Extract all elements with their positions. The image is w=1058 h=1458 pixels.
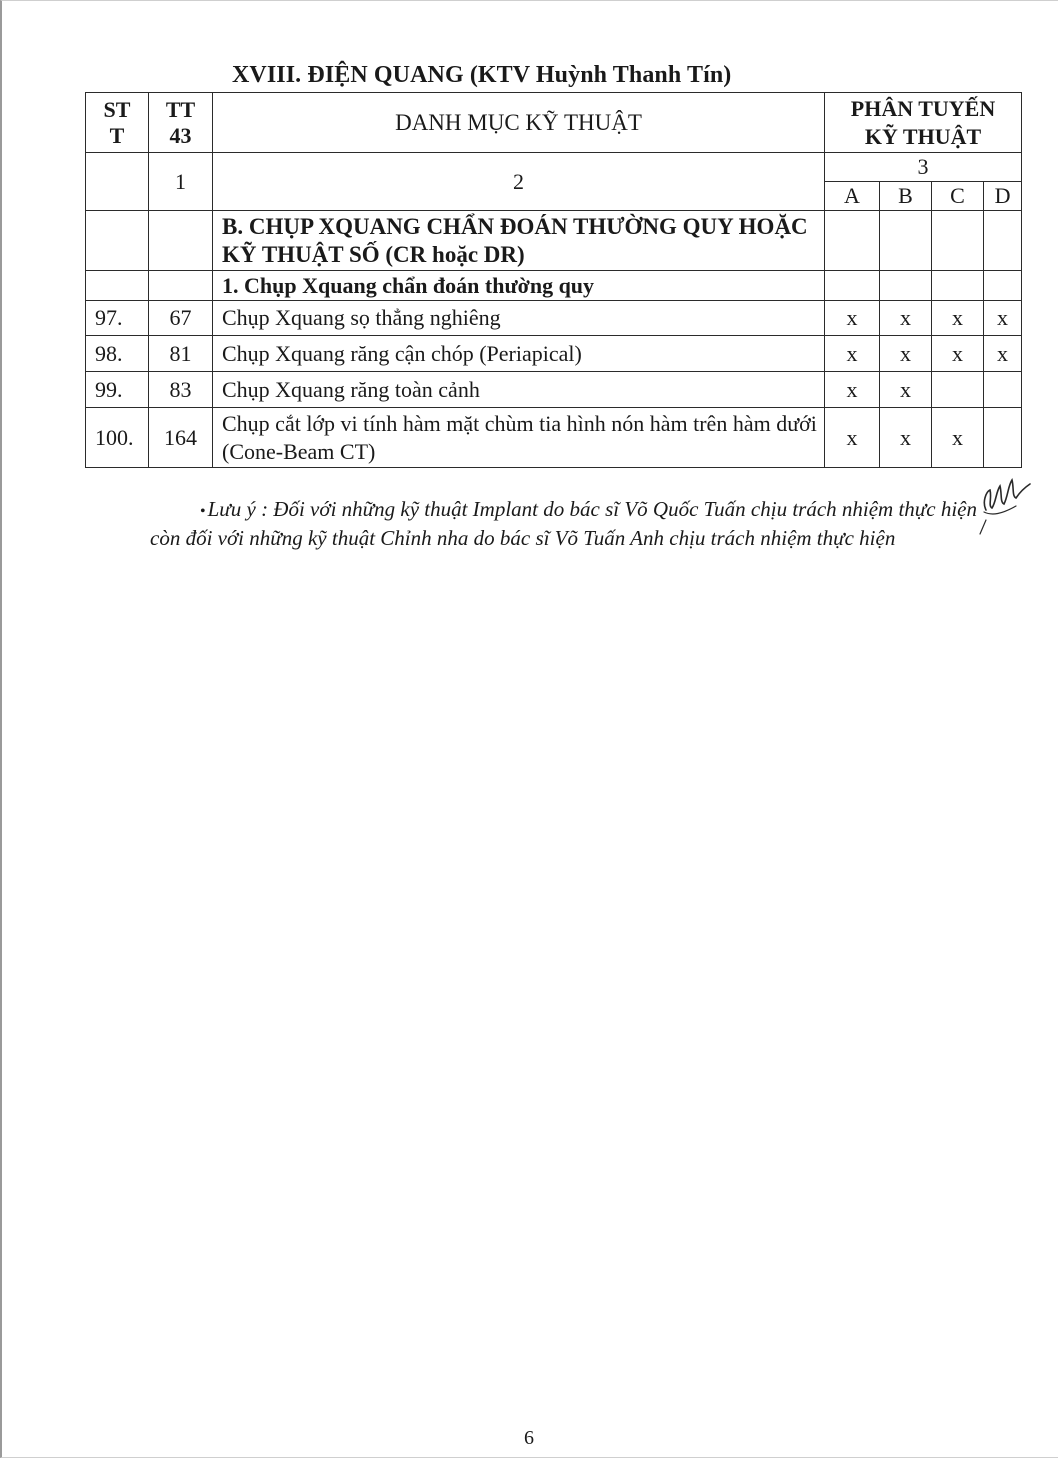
header-danh-muc: DANH MỤC KỸ THUẬT (213, 93, 825, 153)
row-stt: 98. (86, 336, 149, 372)
row-mark-a: x (825, 336, 880, 372)
subgroup-title: 1. Chụp Xquang chẩn đoán thường quy (213, 271, 825, 301)
row-mark-d (984, 372, 1022, 408)
numbering-col3: 3 (825, 153, 1022, 182)
row-mark-c: x (932, 336, 984, 372)
row-mark-d (984, 408, 1022, 468)
row-mark-a: x (825, 408, 880, 468)
numbering-col2: 2 (213, 153, 825, 211)
row-tt43: 67 (149, 301, 213, 336)
level-d: D (984, 182, 1022, 211)
row-stt: 100. (86, 408, 149, 468)
row-tt43: 164 (149, 408, 213, 468)
row-name: Chụp Xquang răng toàn cảnh (213, 372, 825, 408)
row-mark-b: x (880, 336, 932, 372)
row-name: Chụp cắt lớp vi tính hàm mặt chùm tia hình nón hàm trên hàm dưới (Cone-Beam CT) (213, 408, 825, 468)
subgroup-row (86, 271, 1022, 301)
header-tt43: TT 43 (149, 93, 213, 153)
row-mark-b: x (880, 372, 932, 408)
subgroup-empty-b (880, 271, 932, 301)
numbering-empty (86, 153, 149, 211)
note-bullet: • (200, 503, 206, 520)
table-row (86, 408, 1022, 468)
group-row (86, 211, 1022, 271)
table-row (86, 336, 1022, 372)
subgroup-empty-a (825, 271, 880, 301)
level-c: C (932, 182, 984, 211)
row-mark-b: x (880, 408, 932, 468)
row-stt: 99. (86, 372, 149, 408)
group-title: B. CHỤP XQUANG CHẨN ĐOÁN THƯỜNG QUY HOẶC KỸ THUẬT SỐ (CR hoặc DR) (213, 211, 825, 271)
row-mark-b: x (880, 301, 932, 336)
note-text: Lưu ý : Đối với những kỹ thuật Implant do bác sĩ Võ Quốc Tuấn chịu trách nhiệm thực hiện còn đối với những kỹ thuật Chỉnh nha do bác sĩ Võ Tuấn Anh chịu trách nhiệm thực hiện (150, 497, 977, 550)
group-empty-b (880, 211, 932, 271)
row-name: Chụp Xquang răng cận chóp (Periapical) (213, 336, 825, 372)
subgroup-empty-stt (86, 271, 149, 301)
row-mark-c: x (932, 408, 984, 468)
header-phan-tuyen: PHÂN TUYẾN KỸ THUẬT (825, 93, 1022, 153)
group-empty-stt (86, 211, 149, 271)
subgroup-empty-d (984, 271, 1022, 301)
row-tt43: 83 (149, 372, 213, 408)
row-mark-d: x (984, 336, 1022, 372)
page-number: 6 (524, 1427, 534, 1449)
level-a: A (825, 182, 880, 211)
section-title: XVIII. ĐIỆN QUANG (KTV Huỳnh Thanh Tín) (232, 62, 732, 88)
technique-table (85, 92, 1022, 468)
group-empty-c (932, 211, 984, 271)
header-stt: ST T (86, 93, 149, 153)
level-b: B (880, 182, 932, 211)
note-paragraph (150, 496, 980, 552)
row-mark-a: x (825, 301, 880, 336)
row-tt43: 81 (149, 336, 213, 372)
group-empty-a (825, 211, 880, 271)
header-row (86, 93, 1022, 153)
row-mark-a: x (825, 372, 880, 408)
subgroup-empty-tt (149, 271, 213, 301)
table-row (86, 301, 1022, 336)
row-mark-c: x (932, 301, 984, 336)
row-mark-c (932, 372, 984, 408)
group-empty-d (984, 211, 1022, 271)
row-stt: 97. (86, 301, 149, 336)
row-mark-d: x (984, 301, 1022, 336)
numbering-col1: 1 (149, 153, 213, 211)
row-name: Chụp Xquang sọ thẳng nghiêng (213, 301, 825, 336)
subgroup-empty-c (932, 271, 984, 301)
group-empty-tt (149, 211, 213, 271)
signature-mark (972, 462, 1034, 542)
table-row (86, 372, 1022, 408)
numbering-row (86, 153, 1022, 182)
